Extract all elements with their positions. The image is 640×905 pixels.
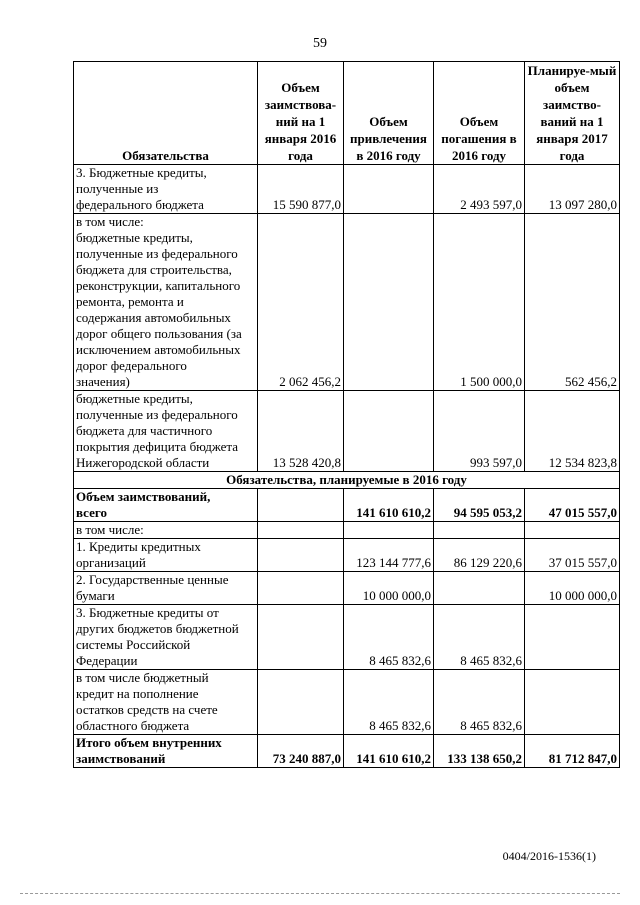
table-row	[74, 735, 620, 768]
cell-raised: 8 465 832,6	[344, 670, 434, 735]
cell-raised: 8 465 832,6	[344, 605, 434, 670]
cell-repaid	[434, 572, 525, 605]
cell-raised: 123 144 777,6	[344, 539, 434, 572]
cell-repaid: 94 595 053,2	[434, 489, 525, 522]
table-row	[74, 522, 620, 539]
header-planned-jan-2017: Планируе-мый объем заимство-ваний на 1 января 2017 года	[525, 62, 620, 165]
cell-repaid: 8 465 832,6	[434, 670, 525, 735]
cell-jan-2017: 10 000 000,0	[525, 572, 620, 605]
cell-jan-2016	[258, 605, 344, 670]
cell-repaid: 86 129 220,6	[434, 539, 525, 572]
cell-jan-2016	[258, 670, 344, 735]
section-header-row	[74, 472, 620, 489]
page-divider	[20, 893, 620, 894]
table-body-existing	[74, 165, 620, 472]
row-label: в том числе: бюджетные кредиты, полученные из федерального бюджета для строительства, реконструкции, капитального ремонта, ремонта и содержания автомобильных дорог общего пользования (за исключением автомобильных дорог федерального значения)	[74, 214, 258, 391]
cell-repaid: 8 465 832,6	[434, 605, 525, 670]
row-label: 2. Государственные ценные бумаги	[74, 572, 258, 605]
cell-jan-2017: 562 456,2	[525, 214, 620, 391]
cell-jan-2017	[525, 522, 620, 539]
cell-repaid: 133 138 650,2	[434, 735, 525, 768]
cell-jan-2016: 73 240 887,0	[258, 735, 344, 768]
cell-jan-2017	[525, 605, 620, 670]
cell-raised: 141 610 610,2	[344, 489, 434, 522]
cell-repaid: 2 493 597,0	[434, 165, 525, 214]
borrowing-table	[73, 61, 620, 768]
cell-jan-2017: 81 712 847,0	[525, 735, 620, 768]
cell-jan-2016: 2 062 456,2	[258, 214, 344, 391]
cell-jan-2017: 47 015 557,0	[525, 489, 620, 522]
document-code: 0404/2016-1536(1)	[502, 849, 596, 863]
table-row	[74, 670, 620, 735]
table-row	[74, 572, 620, 605]
cell-raised	[344, 165, 434, 214]
header-raised-2016: Объем привлечения в 2016 году	[344, 62, 434, 165]
table-header-row	[74, 62, 620, 165]
table-row	[74, 489, 620, 522]
row-label: 3. Бюджетные кредиты, полученные из федерального бюджета	[74, 165, 258, 214]
row-label: в том числе бюджетный кредит на пополнение остатков средств на счете областного бюджета	[74, 670, 258, 735]
cell-jan-2017	[525, 670, 620, 735]
cell-jan-2016: 15 590 877,0	[258, 165, 344, 214]
cell-jan-2016: 13 528 420,8	[258, 391, 344, 472]
row-label: Объем заимствований, всего	[74, 489, 258, 522]
row-label: 3. Бюджетные кредиты от других бюджетов бюджетной системы Российской Федерации	[74, 605, 258, 670]
cell-jan-2016	[258, 572, 344, 605]
cell-raised: 141 610 610,2	[344, 735, 434, 768]
table-row	[74, 539, 620, 572]
cell-jan-2017: 13 097 280,0	[525, 165, 620, 214]
row-label: 1. Кредиты кредитных организаций	[74, 539, 258, 572]
cell-raised	[344, 391, 434, 472]
table-body-planned	[74, 489, 620, 768]
cell-repaid	[434, 522, 525, 539]
table-row	[74, 165, 620, 214]
section-title: Обязательства, планируемые в 2016 году	[74, 472, 620, 489]
header-volume-jan-2016: Объем заимствова-ний на 1 января 2016 года	[258, 62, 344, 165]
row-label: бюджетные кредиты, полученные из федерального бюджета для частичного покрытия дефицита бюджета Нижегородской области	[74, 391, 258, 472]
cell-jan-2016	[258, 522, 344, 539]
cell-jan-2017: 12 534 823,8	[525, 391, 620, 472]
header-repaid-2016: Объем погашения в 2016 году	[434, 62, 525, 165]
cell-repaid: 993 597,0	[434, 391, 525, 472]
cell-jan-2016	[258, 489, 344, 522]
table-row	[74, 605, 620, 670]
cell-repaid: 1 500 000,0	[434, 214, 525, 391]
cell-jan-2016	[258, 539, 344, 572]
row-label: в том числе:	[74, 522, 258, 539]
table-row	[74, 391, 620, 472]
table-row	[74, 214, 620, 391]
cell-raised: 10 000 000,0	[344, 572, 434, 605]
header-obligations: Обязательства	[74, 62, 258, 165]
cell-raised	[344, 522, 434, 539]
row-label: Итого объем внутренних заимствований	[74, 735, 258, 768]
cell-jan-2017: 37 015 557,0	[525, 539, 620, 572]
page-number: 59	[313, 36, 327, 51]
cell-raised	[344, 214, 434, 391]
